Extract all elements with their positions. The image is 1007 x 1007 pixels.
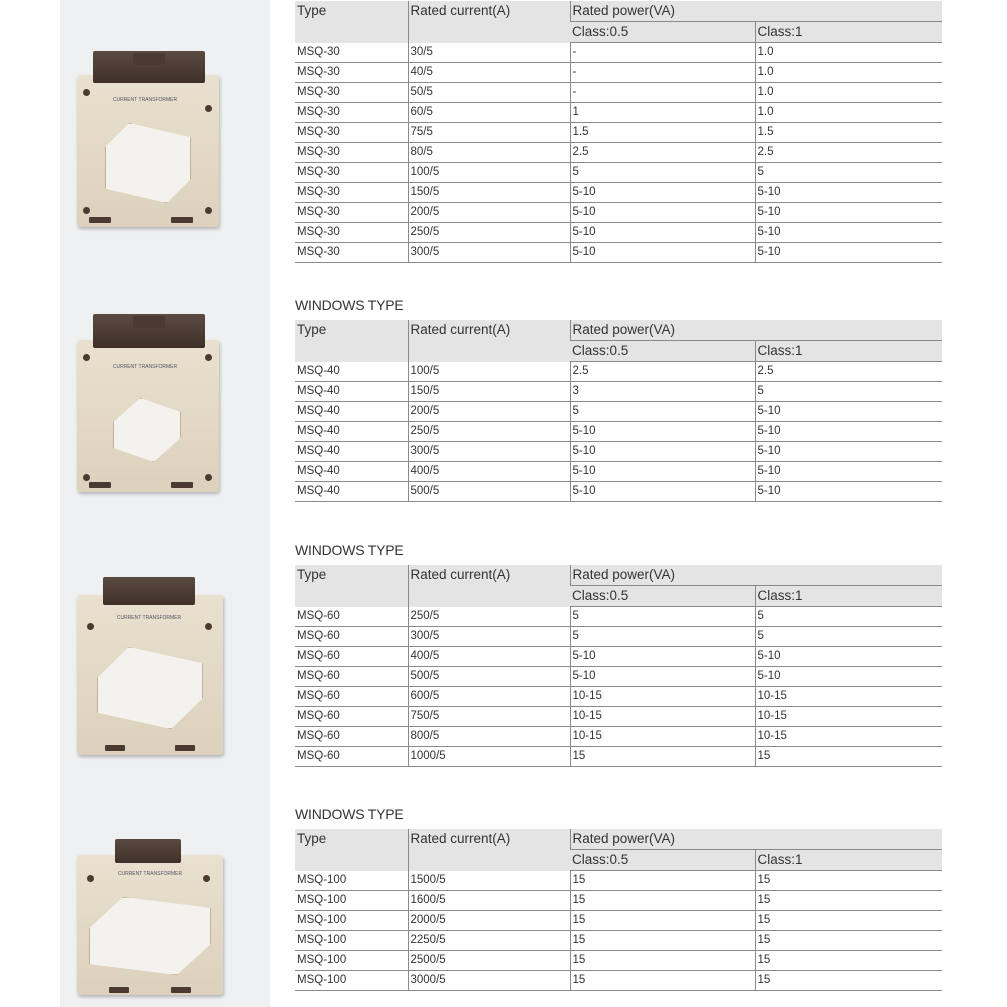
type-cell: MSQ-30	[295, 163, 408, 183]
type-cell: MSQ-30	[295, 143, 408, 163]
class-1-cell: 5-10	[755, 183, 942, 203]
class-1-header: Class:1	[755, 341, 942, 362]
ct-image-msq-30	[75, 45, 223, 230]
ct-label: CURRENT TRANSFORMER	[112, 97, 178, 103]
class-1-cell: 5-10	[755, 667, 942, 687]
class-05-cell: -	[570, 43, 755, 63]
class-05-cell: 5-10	[570, 422, 755, 442]
header-row	[295, 829, 942, 850]
table-row	[295, 462, 942, 482]
type-cell: MSQ-60	[295, 627, 408, 647]
rated-current-cell: 500/5	[408, 667, 570, 687]
class-1-cell: 10-15	[755, 707, 942, 727]
rated-current-cell: 100/5	[408, 163, 570, 183]
section-title: WINDOWS TYPE	[295, 297, 404, 313]
table-row	[295, 43, 942, 63]
rated-current-cell: 300/5	[408, 243, 570, 263]
rated-current-cell: 250/5	[408, 223, 570, 243]
table-row	[295, 667, 942, 687]
class-05-cell: 5-10	[570, 442, 755, 462]
rated-current-cell: 800/5	[408, 727, 570, 747]
type-cell: MSQ-30	[295, 83, 408, 103]
rated-current-cell: 400/5	[408, 462, 570, 482]
class-1-cell: 15	[755, 931, 942, 951]
class-05-cell: 10-15	[570, 707, 755, 727]
class-05-cell: 10-15	[570, 727, 755, 747]
section-title: WINDOWS TYPE	[295, 542, 404, 558]
table-row	[295, 931, 942, 951]
rated-current-cell: 2250/5	[408, 931, 570, 951]
type-cell: MSQ-60	[295, 747, 408, 767]
class-1-cell: 15	[755, 911, 942, 931]
class-1-cell: 15	[755, 951, 942, 971]
class-1-cell: 2.5	[755, 362, 942, 382]
type-cell: MSQ-100	[295, 931, 408, 951]
ct-image-msq-60	[75, 575, 225, 760]
table-row	[295, 422, 942, 442]
table-row	[295, 442, 942, 462]
rated-current-cell: 2000/5	[408, 911, 570, 931]
type-cell: MSQ-40	[295, 422, 408, 442]
class-05-header: Class:0.5	[570, 850, 755, 871]
type-cell: MSQ-100	[295, 971, 408, 991]
table-row	[295, 871, 942, 891]
rated-current-cell: 300/5	[408, 627, 570, 647]
class-05-cell: 3	[570, 382, 755, 402]
rated-current-cell: 30/5	[408, 43, 570, 63]
class-1-cell: 5-10	[755, 482, 942, 502]
ct-image-msq-40	[75, 310, 223, 495]
table-row	[295, 123, 942, 143]
class-05-cell: 5-10	[570, 223, 755, 243]
type-cell: MSQ-40	[295, 442, 408, 462]
table-row	[295, 727, 942, 747]
class-05-cell: 5	[570, 627, 755, 647]
rated-power-header: Rated power(VA)	[570, 320, 942, 341]
class-1-cell: 5-10	[755, 442, 942, 462]
class-05-cell: 15	[570, 891, 755, 911]
class-05-cell: 15	[570, 911, 755, 931]
rated-current-cell: 250/5	[408, 422, 570, 442]
class-05-cell: -	[570, 63, 755, 83]
class-1-cell: 5-10	[755, 223, 942, 243]
table-row	[295, 243, 942, 263]
class-1-cell: 5-10	[755, 203, 942, 223]
type-cell: MSQ-60	[295, 607, 408, 627]
rated-current-cell: 40/5	[408, 63, 570, 83]
type-cell: MSQ-40	[295, 402, 408, 422]
class-1-cell: 5-10	[755, 422, 942, 442]
class-1-cell: 1.0	[755, 83, 942, 103]
type-header: Type	[295, 565, 408, 607]
rated-power-header: Rated power(VA)	[570, 829, 942, 850]
class-05-cell: 5-10	[570, 667, 755, 687]
class-1-cell: 1.0	[755, 63, 942, 83]
table-row	[295, 971, 942, 991]
type-cell: MSQ-30	[295, 183, 408, 203]
type-cell: MSQ-100	[295, 871, 408, 891]
table-row	[295, 627, 942, 647]
class-05-cell: 5	[570, 163, 755, 183]
table-row	[295, 747, 942, 767]
class-05-cell: 15	[570, 747, 755, 767]
rated-current-cell: 150/5	[408, 382, 570, 402]
type-cell: MSQ-30	[295, 63, 408, 83]
type-header: Type	[295, 320, 408, 362]
rated-current-cell: 150/5	[408, 183, 570, 203]
type-cell: MSQ-30	[295, 103, 408, 123]
ct-label: CURRENT TRANSFORMER	[112, 364, 178, 370]
type-cell: MSQ-60	[295, 667, 408, 687]
class-1-cell: 15	[755, 891, 942, 911]
table-row	[295, 63, 942, 83]
type-cell: MSQ-40	[295, 362, 408, 382]
class-05-header: Class:0.5	[570, 341, 755, 362]
class-05-cell: 5	[570, 607, 755, 627]
type-cell: MSQ-60	[295, 647, 408, 667]
table-row	[295, 482, 942, 502]
table-row	[295, 647, 942, 667]
rated-current-cell: 1500/5	[408, 871, 570, 891]
rated-current-cell: 1600/5	[408, 891, 570, 911]
spec-table-msq-30	[295, 1, 942, 263]
type-header: Type	[295, 1, 408, 43]
rated-current-cell: 500/5	[408, 482, 570, 502]
class-05-header: Class:0.5	[570, 22, 755, 43]
type-cell: MSQ-100	[295, 891, 408, 911]
rated-current-header: Rated current(A)	[408, 1, 570, 43]
table-row	[295, 402, 942, 422]
spec-table-msq-40	[295, 320, 942, 502]
ct-label: CURRENT TRANSFORMER	[116, 615, 182, 621]
table-row	[295, 223, 942, 243]
type-cell: MSQ-30	[295, 123, 408, 143]
rated-current-cell: 600/5	[408, 687, 570, 707]
rated-current-cell: 100/5	[408, 362, 570, 382]
table-row	[295, 143, 942, 163]
rated-power-header: Rated power(VA)	[570, 1, 942, 22]
header-row	[295, 1, 942, 22]
spec-table-msq-100	[295, 829, 942, 991]
type-cell: MSQ-30	[295, 203, 408, 223]
class-1-cell: 5-10	[755, 243, 942, 263]
class-1-cell: 5	[755, 627, 942, 647]
type-cell: MSQ-60	[295, 727, 408, 747]
table-row	[295, 362, 942, 382]
rated-power-header: Rated power(VA)	[570, 565, 942, 586]
section-title: WINDOWS TYPE	[295, 806, 404, 822]
rated-current-cell: 60/5	[408, 103, 570, 123]
type-cell: MSQ-100	[295, 951, 408, 971]
rated-current-header: Rated current(A)	[408, 565, 570, 607]
type-cell: MSQ-30	[295, 223, 408, 243]
class-1-cell: 5	[755, 382, 942, 402]
table-row	[295, 687, 942, 707]
rated-current-header: Rated current(A)	[408, 320, 570, 362]
class-05-cell: 5-10	[570, 482, 755, 502]
rated-current-cell: 300/5	[408, 442, 570, 462]
class-1-cell: 5	[755, 607, 942, 627]
table-row	[295, 707, 942, 727]
class-1-cell: 10-15	[755, 687, 942, 707]
type-header: Type	[295, 829, 408, 871]
class-05-cell: 2.5	[570, 362, 755, 382]
class-1-cell: 1.0	[755, 43, 942, 63]
rated-current-cell: 250/5	[408, 607, 570, 627]
spec-table-msq-60	[295, 565, 942, 767]
class-1-cell: 10-15	[755, 727, 942, 747]
class-1-cell: 1.5	[755, 123, 942, 143]
type-cell: MSQ-30	[295, 43, 408, 63]
header-row	[295, 565, 942, 586]
spec-table-body	[295, 565, 942, 767]
ct-label: CURRENT TRANSFORMER	[117, 871, 183, 877]
class-05-cell: 5-10	[570, 243, 755, 263]
type-cell: MSQ-30	[295, 243, 408, 263]
type-cell: MSQ-40	[295, 462, 408, 482]
class-05-cell: 15	[570, 971, 755, 991]
spec-table-body	[295, 829, 942, 991]
class-05-cell: -	[570, 83, 755, 103]
class-1-cell: 15	[755, 871, 942, 891]
class-05-cell: 1.5	[570, 123, 755, 143]
class-1-cell: 2.5	[755, 143, 942, 163]
class-05-cell: 5-10	[570, 183, 755, 203]
rated-current-cell: 75/5	[408, 123, 570, 143]
class-05-cell: 5-10	[570, 647, 755, 667]
class-1-cell: 1.0	[755, 103, 942, 123]
class-1-header: Class:1	[755, 850, 942, 871]
table-row	[295, 911, 942, 931]
class-05-cell: 2.5	[570, 143, 755, 163]
rated-current-cell: 80/5	[408, 143, 570, 163]
rated-current-cell: 200/5	[408, 203, 570, 223]
rated-current-cell: 1000/5	[408, 747, 570, 767]
rated-current-cell: 750/5	[408, 707, 570, 727]
class-1-cell: 5	[755, 163, 942, 183]
table-row	[295, 891, 942, 911]
type-cell: MSQ-100	[295, 911, 408, 931]
rated-current-header: Rated current(A)	[408, 829, 570, 871]
spec-table-body	[295, 320, 942, 502]
class-1-header: Class:1	[755, 22, 942, 43]
class-1-cell: 15	[755, 971, 942, 991]
class-05-cell: 15	[570, 871, 755, 891]
rated-current-cell: 50/5	[408, 83, 570, 103]
class-05-cell: 15	[570, 931, 755, 951]
type-cell: MSQ-40	[295, 382, 408, 402]
rated-current-cell: 200/5	[408, 402, 570, 422]
table-row	[295, 83, 942, 103]
table-row	[295, 951, 942, 971]
class-05-cell: 1	[570, 103, 755, 123]
class-1-header: Class:1	[755, 586, 942, 607]
type-cell: MSQ-40	[295, 482, 408, 502]
rated-current-cell: 2500/5	[408, 951, 570, 971]
table-row	[295, 103, 942, 123]
class-05-cell: 5-10	[570, 462, 755, 482]
class-05-cell: 15	[570, 951, 755, 971]
class-1-cell: 5-10	[755, 402, 942, 422]
table-row	[295, 382, 942, 402]
table-row	[295, 203, 942, 223]
class-05-header: Class:0.5	[570, 586, 755, 607]
class-05-cell: 5	[570, 402, 755, 422]
table-row	[295, 163, 942, 183]
ct-image-msq-100	[75, 835, 225, 1000]
table-row	[295, 607, 942, 627]
class-1-cell: 15	[755, 747, 942, 767]
class-1-cell: 5-10	[755, 647, 942, 667]
class-05-cell: 5-10	[570, 203, 755, 223]
header-row	[295, 320, 942, 341]
table-row	[295, 183, 942, 203]
rated-current-cell: 3000/5	[408, 971, 570, 991]
spec-table-body	[295, 1, 942, 263]
type-cell: MSQ-60	[295, 707, 408, 727]
class-1-cell: 5-10	[755, 462, 942, 482]
type-cell: MSQ-60	[295, 687, 408, 707]
class-05-cell: 10-15	[570, 687, 755, 707]
rated-current-cell: 400/5	[408, 647, 570, 667]
